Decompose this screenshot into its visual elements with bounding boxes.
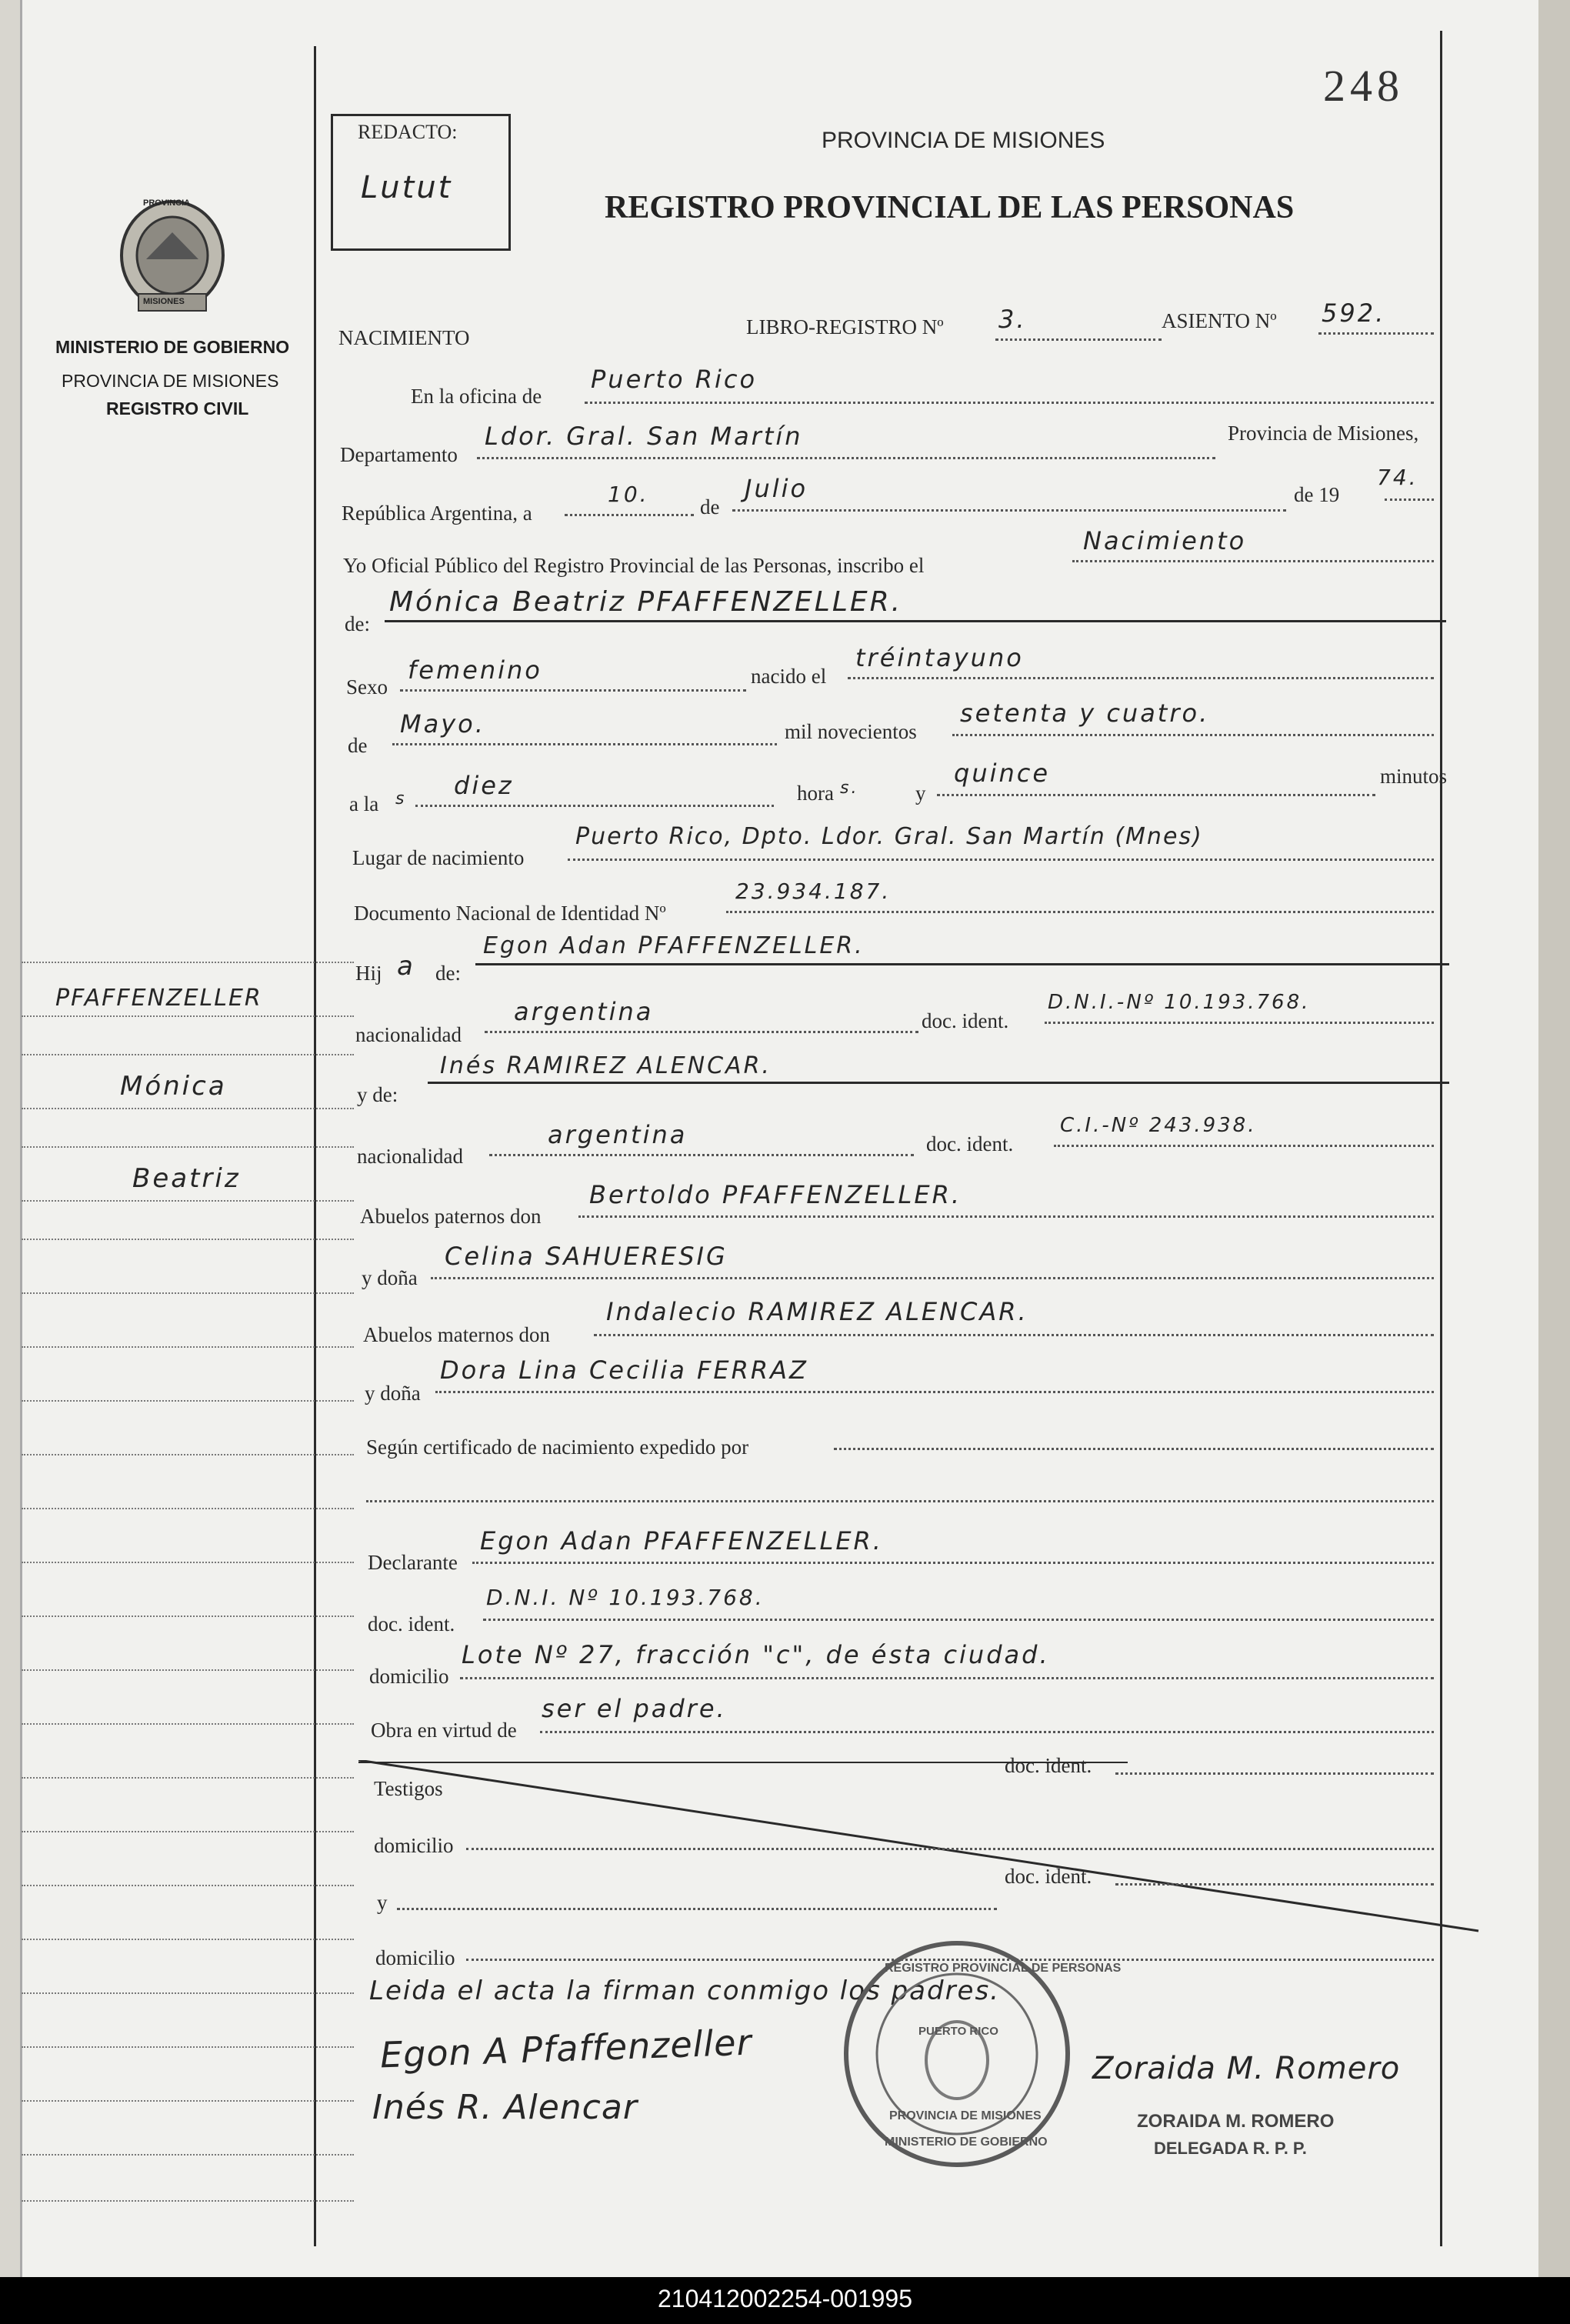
sidebar-ministry: MINISTERIO DE GOBIERNO — [55, 337, 290, 357]
field-line — [472, 1562, 1434, 1564]
officer-signature: Zoraida M. Romero — [1092, 2051, 1401, 2086]
field-line — [540, 1731, 1434, 1733]
value-nacionalidad-madre: argentina — [548, 1120, 688, 1149]
label-de-19: de 19 — [1294, 483, 1340, 506]
label-nacionalidad-madre: nacionalidad — [357, 1145, 463, 1168]
margin-line — [22, 1831, 354, 1832]
value-hora: diez — [454, 771, 514, 800]
label-documento: Documento Nacional de Identidad Nº — [354, 902, 666, 925]
label-doc-ident-madre: doc. ident. — [926, 1132, 1014, 1155]
mother-underline — [428, 1082, 1449, 1084]
field-line — [415, 805, 774, 807]
stamp-text-top: REGISTRO PROVINCIAL DE PERSONAS — [885, 1962, 1122, 1975]
value-madre: Inés RAMIREZ ALENCAR. — [440, 1052, 772, 1079]
field-line — [400, 689, 746, 692]
header-title: REGISTRO PROVINCIAL DE LAS PERSONAS — [605, 190, 1295, 225]
label-nacido: nacido el — [751, 665, 827, 688]
margin-line — [22, 1146, 354, 1148]
label-de: de — [700, 495, 720, 518]
value-anio-nacimiento: setenta y cuatro. — [960, 699, 1210, 728]
field-line — [1045, 1022, 1434, 1024]
value-minutos: quince — [954, 759, 1051, 788]
value-abuela-materna: Dora Lina Cecilia FERRAZ — [440, 1355, 808, 1385]
stamp-text-bottom: PROVINCIA DE MISIONES — [889, 2109, 1042, 2122]
value-nacionalidad-padre: argentina — [514, 997, 654, 1026]
label-doc-ident-declarante: doc. ident. — [368, 1612, 455, 1635]
value-domicilio: Lote Nº 27, fracción "c", de ésta ciudad. — [462, 1640, 1050, 1669]
value-abuelo-materno: Indalecio RAMIREZ ALENCAR. — [606, 1297, 1028, 1326]
label-segun: Según certificado de nacimiento expedido por — [366, 1435, 749, 1459]
cancel-diagonal — [358, 1760, 1482, 1945]
margin-line — [22, 1992, 354, 1994]
field-line — [477, 457, 1215, 459]
value-inscribo: Nacimiento — [1083, 526, 1247, 555]
redacto-label: REDACTO: — [358, 121, 458, 143]
margin-line — [22, 962, 354, 963]
margin-line — [22, 2200, 354, 2202]
officer-name-stamp: ZORAIDA M. ROMERO — [1137, 2111, 1335, 2132]
label-testigos: Testigos — [374, 1777, 443, 1800]
parent-signature-father: Egon A Pfaffenzeller — [379, 2021, 753, 2076]
field-line — [460, 1677, 1434, 1679]
value-nombre: Mónica Beatriz PFAFFENZELLER. — [389, 586, 903, 618]
field-line — [1115, 1883, 1434, 1886]
margin-surname: PFAFFENZELLER — [55, 985, 262, 1012]
field-line — [485, 1031, 918, 1033]
margin-line — [22, 2100, 354, 2102]
binding-edge — [0, 0, 22, 2277]
name-underline — [385, 620, 1446, 622]
label-y-testigo2: y — [377, 1891, 388, 1914]
value-hora-suffix: s. — [840, 779, 859, 798]
label-minutos: minutos — [1380, 765, 1448, 788]
redacto-initials: Lutut — [361, 170, 453, 205]
field-line — [937, 794, 1375, 796]
value-oficina: Puerto Rico — [591, 365, 758, 394]
field-line — [435, 1391, 1434, 1393]
label-hora: hora — [797, 782, 834, 805]
value-doc-declarante: D.N.I. Nº 10.193.768. — [486, 1585, 765, 1610]
officer-title-stamp: DELEGADA R. P. P. — [1154, 2139, 1307, 2158]
margin-line — [22, 1939, 354, 1940]
field-line — [732, 509, 1286, 512]
margin-line — [22, 1292, 354, 1294]
value-hij-suffix: a — [397, 951, 415, 982]
margin-line — [22, 1508, 354, 1509]
margin-line — [22, 1200, 354, 1202]
value-abuela-paterna: Celina SAHUERESIG — [445, 1242, 728, 1271]
stamp-text-center: PUERTO RICO — [918, 2025, 998, 2038]
field-line — [1054, 1145, 1434, 1147]
margin-line — [22, 2154, 354, 2156]
value-asiento: 592. — [1322, 298, 1386, 328]
margin-line — [22, 1885, 354, 1886]
value-nacido: tréintayuno — [855, 643, 1024, 672]
parent-signature-mother: Inés R. Alencar — [372, 2088, 638, 2127]
margin-line — [22, 1562, 354, 1563]
field-line — [489, 1154, 914, 1156]
header-province: PROVINCIA DE MISIONES — [822, 128, 1105, 153]
value-dia: 10. — [608, 482, 649, 507]
field-line — [1318, 332, 1434, 335]
label-sexo: Sexo — [346, 675, 388, 699]
label-declarante: Declarante — [368, 1551, 458, 1574]
label-de2: de — [348, 734, 368, 757]
value-mes-nacimiento: Mayo. — [400, 709, 485, 739]
field-line — [848, 677, 1434, 679]
redacto-box — [331, 114, 511, 251]
field-line — [431, 1277, 1434, 1279]
field-line — [366, 1500, 1434, 1502]
label-provincia-misiones: Provincia de Misiones, — [1228, 422, 1419, 445]
value-departamento: Ldor. Gral. San Martín — [485, 422, 803, 451]
page-right-edge — [1538, 0, 1570, 2277]
field-line — [1115, 1772, 1434, 1775]
value-dni: 23.934.187. — [735, 879, 892, 904]
margin-line — [22, 1669, 354, 1671]
value-sexo: femenino — [408, 655, 542, 685]
field-line — [397, 1908, 997, 1910]
label-republica: República Argentina, a — [342, 502, 532, 525]
margin-line — [22, 1346, 354, 1348]
label-a-las: a la — [349, 792, 379, 815]
label-domicilio: domicilio — [369, 1665, 449, 1688]
margin-first-name: Mónica — [120, 1071, 227, 1102]
label-mil-novecientos: mil novecientos — [785, 720, 917, 743]
margin-line — [22, 1615, 354, 1617]
field-line — [392, 743, 777, 745]
field-line — [834, 1448, 1434, 1450]
label-asiento: ASIENTO Nº — [1162, 309, 1277, 332]
sidebar-province: PROVINCIA DE MISIONES — [62, 371, 279, 391]
label-oficial: Yo Oficial Público del Registro Provincial de las Personas, inscribo el — [343, 554, 925, 577]
label-hij-de: de: — [435, 962, 461, 985]
value-obra: ser el padre. — [542, 1694, 727, 1723]
label-abuelos-maternos: Abuelos maternos don — [363, 1323, 550, 1346]
label-domicilio-testigo2: domicilio — [375, 1946, 455, 1969]
margin-second-name: Beatriz — [132, 1163, 241, 1194]
value-a-las-suffix: s — [395, 789, 407, 809]
stamp-text-rim: MINISTERIO DE GOBIERNO — [885, 2136, 1048, 2149]
label-y-dona-paterna: y doña — [362, 1266, 418, 1289]
field-line — [594, 1334, 1434, 1336]
field-line — [578, 1215, 1434, 1218]
label-y-de: y de: — [357, 1083, 398, 1106]
label-domicilio-testigo1: domicilio — [374, 1834, 454, 1857]
value-abuelo-paterno: Bertoldo PFAFFENZELLER. — [589, 1180, 962, 1209]
field-line — [483, 1619, 1434, 1621]
field-line — [726, 911, 1434, 913]
value-anio: 74. — [1377, 465, 1418, 490]
field-line — [585, 402, 1434, 404]
label-obra: Obra en virtud de — [371, 1719, 517, 1742]
label-nacimiento: NACIMIENTO — [338, 326, 470, 349]
margin-line — [22, 1239, 354, 1240]
label-doc-ident-padre: doc. ident. — [922, 1009, 1009, 1032]
label-abuelos-paternos: Abuelos paternos don — [360, 1205, 542, 1228]
label-doc-ident-testigo2: doc. ident. — [1005, 1865, 1092, 1888]
margin-line — [22, 1400, 354, 1402]
margin-line — [22, 1108, 354, 1109]
page-number: 248 — [1323, 61, 1404, 111]
sidebar-registry: REGISTRO CIVIL — [106, 398, 249, 418]
value-libro: 3. — [998, 305, 1027, 334]
label-oficina: En la oficina de — [411, 385, 542, 408]
margin-line — [22, 1454, 354, 1455]
value-mes: Julio — [745, 474, 808, 503]
footer-id: 210412002254-001995 — [658, 2285, 912, 2312]
value-doc-madre: C.I.-Nº 243.938. — [1060, 1114, 1257, 1137]
value-doc-padre: D.N.I.-Nº 10.193.768. — [1048, 991, 1311, 1014]
field-line — [995, 338, 1162, 341]
father-underline — [475, 963, 1449, 965]
value-padre: Egon Adan PFAFFENZELLER. — [483, 932, 865, 959]
seal-text-bottom: MISIONES — [143, 297, 185, 306]
closing-line: Leida el acta la firman conmigo los padres. — [369, 1976, 1000, 2006]
margin-line — [22, 2046, 354, 2048]
label-y-dona-materna: y doña — [365, 1382, 421, 1405]
margin-line — [22, 1777, 354, 1779]
value-declarante: Egon Adan PFAFFENZELLER. — [480, 1526, 883, 1555]
field-line — [1072, 560, 1434, 562]
margin-line — [22, 1054, 354, 1055]
label-nacionalidad-padre: nacionalidad — [355, 1023, 462, 1046]
seal-text-top: PROVINCIA — [143, 198, 191, 208]
field-line — [466, 1848, 1434, 1850]
label-doc-ident-testigo1: doc. ident. — [1005, 1754, 1092, 1777]
label-libro: LIBRO-REGISTRO Nº — [746, 315, 944, 338]
label-de-colon: de: — [345, 612, 370, 635]
label-hij: Hij — [355, 962, 382, 985]
label-lugar: Lugar de nacimiento — [352, 846, 525, 869]
margin-line — [22, 1015, 354, 1017]
field-line — [565, 514, 694, 516]
field-line — [952, 734, 1434, 736]
label-departamento: Departamento — [340, 443, 458, 466]
label-y: y — [915, 782, 926, 805]
value-lugar: Puerto Rico, Dpto. Ldor. Gral. San Martín (Mnes) — [575, 823, 1203, 850]
field-line — [1385, 498, 1434, 501]
field-line — [568, 859, 1434, 861]
margin-line — [22, 1723, 354, 1725]
